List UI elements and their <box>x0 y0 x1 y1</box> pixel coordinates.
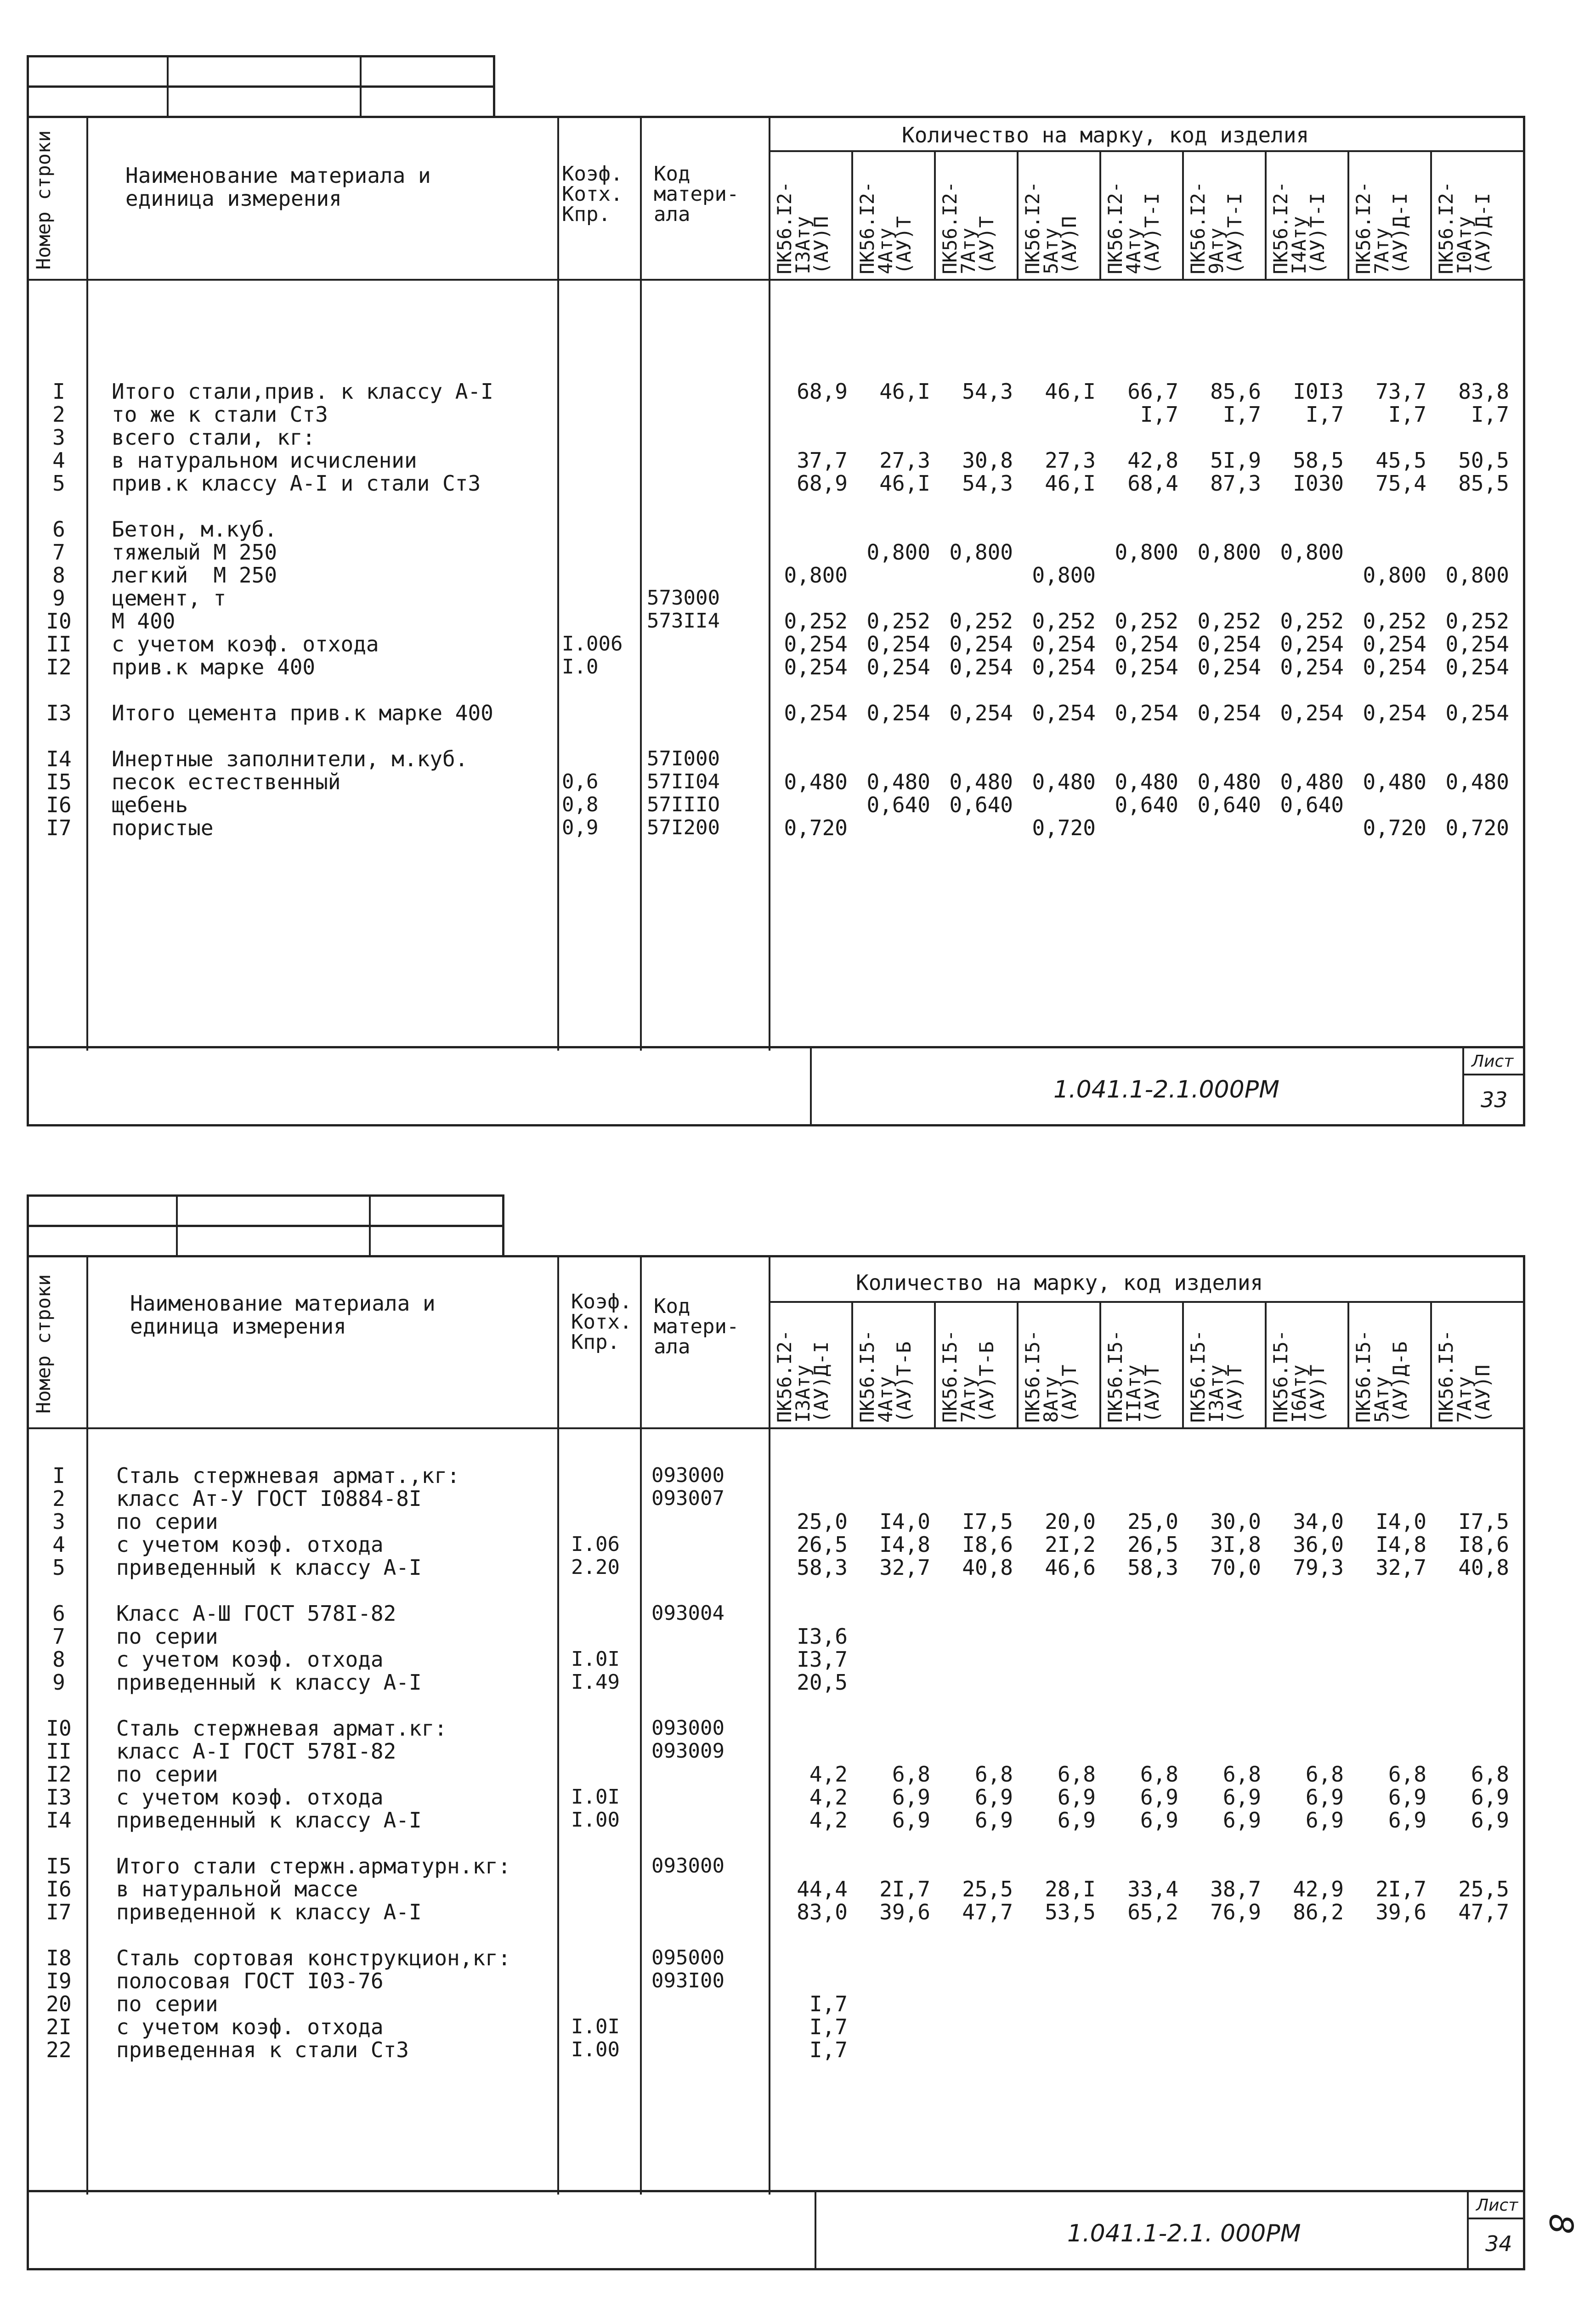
quantity-column: 34,0 36,0 79,3 6,8 6,9 6,9 42,9 86,2 <box>1293 1509 1344 1924</box>
title-block <box>27 1048 1525 1126</box>
quantity-column: I4,0 I4,8 32,7 6,8 6,9 6,9 2I,7 39,6 <box>879 1509 930 1924</box>
material-names: Итого стали,прив. к классу А-I то же к стали Ст3 всего стали, кг: в натуральном исчислении прив.к классу А-I и стали Ст3 Бетон, м.куб. тяжелый М 250 легкий М 250 цемент, т М 400 с учетом коэф. отхода прив.к марке 400 Итого цемента прив.к марке 400 Инертные заполнители, м.куб. песок естественный щебень пористые <box>112 379 493 840</box>
header-material-code: Код матери- ала <box>654 1295 739 1358</box>
document-code: 1.041.1-2.1.000PM <box>1053 1076 1279 1103</box>
quantity-column: 54,3 30,8 54,3 0,800 0,252 0,254 0,254 0,254 0,480 0,640 <box>949 379 1013 817</box>
quantity-column: I4,0 I4,8 32,7 6,8 6,9 6,9 2I,7 39,6 <box>1375 1509 1426 1924</box>
column-header: ПК56.I5- I3Aту (АУ)Т <box>1187 1330 1246 1423</box>
document-code: 1.041.1-2.1. 000PM <box>1067 2220 1301 2247</box>
column-header: ПК56.I2- I3Aту (АУ)П <box>773 181 832 274</box>
row-numbers: I 2 3 4 5 6 7 8 9 I0 II I2 I3 I4 I5 I6 I7 <box>46 379 72 840</box>
column-header: ПК56.I2- 4Aту (АУ)Т-I <box>1104 181 1163 274</box>
quantity-column: 85,6 I,7 5I,9 87,3 0,800 0,252 0,254 0,254 0,254 0,480 0,640 <box>1197 379 1261 817</box>
column-header: ПК56.I2- 7Aту (АУ)Т <box>939 181 998 274</box>
header-koef: Коэф. Котх. Кпр. <box>571 1290 632 1354</box>
sheet-34 <box>27 1194 1525 2274</box>
quantity-column: 20,0 2I,2 46,6 6,8 6,9 6,9 28,I 53,5 <box>1045 1509 1096 1924</box>
sheet-33 <box>27 55 1525 1128</box>
header-row-number: Номер строки <box>32 130 55 270</box>
header-quantity-title: Количество на марку, код изделия <box>902 123 1309 147</box>
column-header: ПК56.I2- 7Aту (АУ)Д-I <box>1352 181 1411 274</box>
quantity-column: 30,0 3I,8 70,0 6,8 6,9 6,9 38,7 76,9 <box>1210 1509 1261 1924</box>
materials-table <box>27 116 1525 1048</box>
header-material-code: Код матери- ала <box>654 162 739 226</box>
header-quantity-title: Количество на марку, код изделия <box>856 1270 1263 1295</box>
sheet-label: Лист <box>1471 1052 1514 1071</box>
quantity-column: 25,0 26,5 58,3 6,8 6,9 6,9 33,4 65,2 <box>1127 1509 1178 1924</box>
stamp-box <box>27 1225 504 1257</box>
quantity-column: 66,7 I,7 42,8 68,4 0,800 0,252 0,254 0,254 0,254 0,480 0,640 <box>1115 379 1178 817</box>
quantity-column: 68,9 37,7 68,9 0,800 0,252 0,254 0,254 0,254 0,480 0,720 <box>784 379 848 840</box>
folio-mark: 8 <box>1542 2213 1580 2235</box>
stamp-box <box>27 85 495 118</box>
stamp-box <box>27 1194 504 1227</box>
header-material-name: Наименование материала и единица измерения <box>125 163 431 211</box>
material-codes: 093000 093007 093004 093000 093009 093000 095000 093I00 <box>651 1464 724 1992</box>
koef-values: I.006 I.0 0,6 0,8 0,9 <box>562 632 623 839</box>
column-header: ПК56.I5- 5Aту (АУ)Д-Б <box>1352 1330 1411 1423</box>
title-block <box>27 2192 1525 2270</box>
koef-values: I.06 2.20 I.0I I.49 I.0I I.00 I.0I I.00 <box>571 1533 620 2061</box>
column-header: ПК56.I2- 5Aту (АУ)П <box>1021 181 1081 274</box>
column-header: ПК56.I2- 4Aту (АУ)Т <box>856 181 915 274</box>
materials-table <box>27 1255 1525 2192</box>
quantity-column: I7,5 I8,6 40,8 6,8 6,9 6,9 25,5 47,7 <box>1458 1509 1509 1924</box>
material-codes: 573000 573II4 57I000 57II04 57IIIO 57I200 <box>647 586 720 839</box>
quantity-column: 46,I 27,3 46,I 0,800 0,252 0,254 0,254 0,254 0,480 0,720 <box>1032 379 1096 840</box>
quantity-column: I7,5 I8,6 40,8 6,8 6,9 6,9 25,5 47,7 <box>962 1509 1013 1924</box>
column-header: ПК56.I5- 7Aту (АУ)Т-Б <box>939 1330 998 1423</box>
column-header: ПК56.I5- I6Aту (АУ)Т <box>1269 1330 1329 1423</box>
material-names: Сталь стержневая армат.,кг: класс Ат-У ГОСТ I0884-8I по серии с учетом коэф. отхода приведенный к классу А-I Класс А-Ш ГОСТ 578I-82 по серии с учетом коэф. отхода приведенный к классу А-I Сталь стержневая армат.кг: класс А-I ГОСТ 578I-82 по серии с учетом коэф. отхода приведенный к классу А-I Итого стали стержн.арматурн.кг: в натуральной массе приведенной к классу А-I Сталь сортовая конструкцион,кг: полосовая ГОСТ I03-76 по серии с учетом коэф. отхода приведенная к стали Ст3 <box>116 1463 511 2062</box>
header-koef: Коэф. Котх. Кпр. <box>562 162 623 226</box>
sheet-number: 34 <box>1485 2231 1512 2256</box>
quantity-column: 46,I 27,3 46,I 0,800 0,252 0,254 0,254 0,254 0,480 0,640 <box>866 379 930 817</box>
quantity-column: 73,7 I,7 45,5 75,4 0,800 0,252 0,254 0,254 0,254 0,480 0,720 <box>1363 379 1426 840</box>
column-header: ПК56.I5- IIAту (АУ)Т <box>1104 1330 1163 1423</box>
quantity-column: 25,0 26,5 58,3 I3,6 I3,7 20,5 4,2 4,2 4,2 44,4 83,0 I,7 I,7 I,7 <box>797 1509 848 2062</box>
column-header: ПК56.I2- 9Aту (АУ)Т-I <box>1187 181 1246 274</box>
column-header: ПК56.I2- I4Aту (АУ)Т-I <box>1269 181 1329 274</box>
column-header: ПК56.I2- I0Aту (АУ)Д-I <box>1435 181 1494 274</box>
header-material-name: Наименование материала и единица измерения <box>130 1291 436 1339</box>
sheet-label: Лист <box>1476 2196 1518 2215</box>
column-header: ПК56.I5- 8Aту (АУ)Т <box>1021 1330 1081 1423</box>
sheet-number: 33 <box>1481 1087 1508 1112</box>
header-row-number: Номер строки <box>32 1274 55 1414</box>
stamp-box <box>27 55 495 88</box>
quantity-column: 83,8 I,7 50,5 85,5 0,800 0,252 0,254 0,254 0,254 0,480 0,720 <box>1445 379 1509 840</box>
column-header: ПК56.I5- 4Aту (АУ)Т-Б <box>856 1330 915 1423</box>
column-header: ПК56.I2- I3Aту (АУ)Д-I <box>773 1330 832 1423</box>
row-numbers: I 2 3 4 5 6 7 8 9 I0 II I2 I3 I4 I5 I6 I7 I8 I9 20 2I 22 <box>46 1463 72 2062</box>
quantity-column: I0I3 I,7 58,5 I030 0,800 0,252 0,254 0,254 0,254 0,480 0,640 <box>1280 379 1344 817</box>
column-header: ПК56.I5- 7Aту (АУ)П <box>1435 1330 1494 1423</box>
